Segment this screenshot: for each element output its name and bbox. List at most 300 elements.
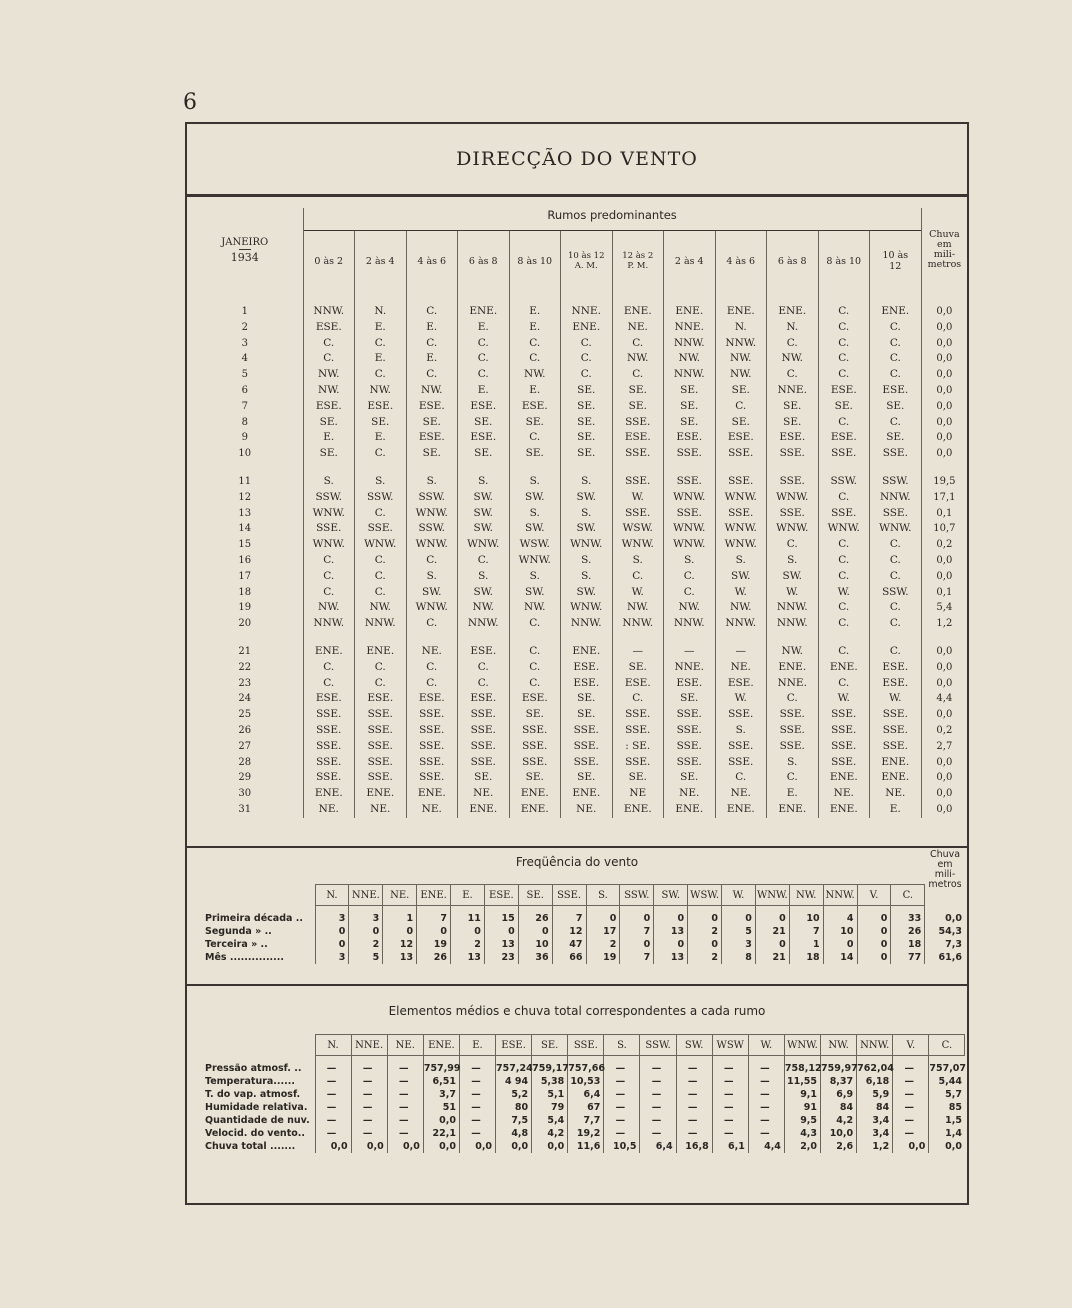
column-header: E.: [459, 1035, 495, 1056]
direction-cell: C.: [818, 415, 870, 431]
direction-cell: ENE.: [612, 802, 664, 818]
direction-cell: ENE.: [355, 786, 407, 802]
direction-cell: ENE.: [612, 304, 664, 320]
column-header: SW.: [676, 1035, 712, 1056]
direction-cell: WNW.: [458, 537, 510, 553]
direction-cell: C.: [509, 351, 561, 367]
direction-cell: SE.: [870, 430, 922, 446]
column-header: NNW.: [823, 885, 857, 906]
direction-cell: SSE.: [612, 723, 664, 739]
direction-cell: C.: [355, 569, 407, 585]
day-number: 24: [187, 691, 303, 707]
day-number: 10: [187, 446, 303, 462]
direction-cell: NW.: [509, 600, 561, 616]
hour-header: 10 às 12 A. M.: [561, 230, 613, 292]
direction-cell: SSE.: [767, 474, 819, 490]
value-cell: —: [712, 1127, 748, 1140]
direction-cell: W.: [715, 585, 767, 601]
direction-cell: NW.: [612, 351, 664, 367]
direction-cell: ESE.: [870, 660, 922, 676]
value-cell: 7: [789, 925, 823, 938]
direction-cell: NE.: [612, 320, 664, 336]
value-cell: —: [676, 1127, 712, 1140]
direction-cell: W.: [818, 585, 870, 601]
value-cell: 18: [789, 951, 823, 964]
direction-cell: SSE.: [767, 739, 819, 755]
direction-cell: SE.: [509, 770, 561, 786]
direction-cell: ENE.: [715, 304, 767, 320]
frequency-title: Freqüência do vento: [515, 855, 639, 869]
direction-cell: SSW.: [870, 585, 922, 601]
value-cell: —: [640, 1114, 676, 1127]
day-number: 11: [187, 474, 303, 490]
column-header: WNW.: [784, 1035, 820, 1056]
table-row: [187, 446, 967, 462]
value-cell: 13: [451, 951, 485, 964]
column-header: W.: [748, 1035, 784, 1056]
direction-cell: SW.: [458, 585, 510, 601]
direction-cell: SSE.: [767, 446, 819, 462]
direction-cell: C.: [406, 304, 458, 320]
row-gap: [187, 462, 967, 474]
value-cell: —: [748, 1075, 784, 1088]
direction-cell: SSE.: [715, 755, 767, 771]
direction-cell: C.: [870, 537, 922, 553]
direction-cell: C.: [818, 320, 870, 336]
value-cell: 13: [484, 938, 518, 951]
row-label: Pressão atmosf. ..: [205, 1062, 302, 1074]
value-cell: 5: [722, 925, 756, 938]
value-cell: —: [712, 1088, 748, 1101]
value-cell: 1: [383, 906, 417, 926]
value-cell: —: [712, 1101, 748, 1114]
value-cell: —: [351, 1088, 387, 1101]
value-cell: 1,5: [929, 1114, 965, 1127]
value-cell: 2: [688, 951, 722, 964]
direction-cell: NNW.: [303, 304, 355, 320]
direction-cell: NNW.: [767, 600, 819, 616]
direction-cell: C.: [870, 553, 922, 569]
value-cell: —: [604, 1101, 640, 1114]
table-row: [187, 707, 967, 723]
table-row: [187, 585, 967, 601]
hour-header: 2 às 4: [355, 230, 407, 292]
gap-cell: [664, 292, 716, 304]
direction-cell: ENE.: [818, 660, 870, 676]
value-cell: —: [315, 1114, 351, 1127]
column-header: V.: [893, 1035, 929, 1056]
direction-cell: NNW.: [355, 616, 407, 632]
table-row: [205, 1056, 965, 1076]
value-cell: 0: [620, 938, 654, 951]
direction-cell: SE.: [664, 770, 716, 786]
direction-cell: S.: [561, 553, 613, 569]
direction-cell: C.: [612, 336, 664, 352]
direction-cell: SSE.: [664, 707, 716, 723]
direction-cell: C.: [355, 336, 407, 352]
gap-cell: [612, 292, 664, 304]
direction-cell: S.: [355, 474, 407, 490]
table-row: [187, 723, 967, 739]
direction-cell: WSW.: [612, 521, 664, 537]
direction-cell: NE.: [664, 786, 716, 802]
value-cell: —: [387, 1056, 423, 1076]
direction-cell: C.: [664, 585, 716, 601]
value-cell: 17: [586, 925, 620, 938]
direction-cell: ENE.: [870, 755, 922, 771]
day-number: 29: [187, 770, 303, 786]
value-cell: —: [748, 1114, 784, 1127]
direction-cell: C.: [870, 415, 922, 431]
table-row: [205, 925, 965, 938]
direction-cell: C.: [406, 367, 458, 383]
value-cell: 5,1: [532, 1088, 568, 1101]
gap-cell: [187, 292, 303, 304]
direction-cell: SSW.: [303, 490, 355, 506]
direction-cell: NW.: [406, 383, 458, 399]
direction-cell: ESE.: [458, 399, 510, 415]
direction-cell: ENE.: [458, 802, 510, 818]
blank-header: [205, 885, 315, 906]
rain-cell: 0,2: [936, 539, 953, 551]
value-cell: 6,4: [640, 1140, 676, 1153]
gap-cell: [870, 292, 922, 304]
table-row: [205, 1075, 965, 1088]
row-gap: [187, 632, 967, 644]
value-cell: 14: [823, 951, 857, 964]
direction-cell: WNW.: [509, 553, 561, 569]
direction-cell: SSE.: [767, 723, 819, 739]
value-cell: 0: [586, 906, 620, 926]
value-cell: —: [893, 1056, 929, 1076]
direction-cell: C.: [509, 676, 561, 692]
direction-cell: SSE.: [406, 770, 458, 786]
direction-cell: C.: [406, 336, 458, 352]
direction-cell: WNW.: [561, 600, 613, 616]
direction-cell: ESE.: [561, 676, 613, 692]
direction-cell: SE.: [561, 415, 613, 431]
rain-cell: 2,7: [936, 740, 953, 752]
direction-cell: NNW.: [715, 616, 767, 632]
direction-cell: WNW.: [767, 490, 819, 506]
value-cell: 21: [755, 951, 789, 964]
table-row: [205, 1127, 965, 1140]
direction-cell: C.: [612, 569, 664, 585]
table-row: [187, 553, 967, 569]
direction-cell: WNW.: [303, 506, 355, 522]
direction-cell: C.: [303, 569, 355, 585]
rain-cell: 0,0: [936, 661, 953, 673]
direction-cell: C.: [355, 676, 407, 692]
direction-cell: SSE.: [715, 739, 767, 755]
direction-cell: N.: [355, 304, 407, 320]
value-cell: 10: [518, 938, 552, 951]
value-cell: 5,38: [532, 1075, 568, 1088]
day-number: 1: [187, 304, 303, 320]
direction-cell: WNW.: [818, 521, 870, 537]
direction-cell: NNW.: [870, 490, 922, 506]
direction-cell: SSE.: [818, 723, 870, 739]
direction-cell: C.: [406, 553, 458, 569]
day-number: 8: [187, 415, 303, 431]
direction-cell: SSE.: [303, 770, 355, 786]
value-cell: 0: [688, 906, 722, 926]
direction-cell: ESE.: [406, 430, 458, 446]
row-label: Quantidade de nuv.: [205, 1115, 310, 1126]
value-cell: 6,9: [821, 1088, 857, 1101]
value-cell: —: [640, 1127, 676, 1140]
direction-cell: W.: [870, 691, 922, 707]
day-number: 18: [187, 585, 303, 601]
direction-cell: C.: [767, 336, 819, 352]
direction-cell: C.: [561, 336, 613, 352]
direction-cell: —: [664, 644, 716, 660]
direction-cell: ENE.: [561, 320, 613, 336]
table-row: [187, 739, 967, 755]
direction-cell: ENE.: [664, 802, 716, 818]
value-cell: 4 94: [496, 1075, 532, 1088]
gap-cell: [715, 292, 767, 304]
direction-cell: C.: [818, 537, 870, 553]
value-cell: —: [604, 1127, 640, 1140]
direction-cell: N.: [767, 320, 819, 336]
elements-table: [205, 1034, 965, 1153]
value-cell: 15: [484, 906, 518, 926]
day-number: 17: [187, 569, 303, 585]
direction-cell: C.: [767, 537, 819, 553]
direction-cell: ENE.: [303, 644, 355, 660]
direction-cell: C.: [612, 691, 664, 707]
direction-cell: NW.: [715, 600, 767, 616]
divider: [187, 984, 967, 986]
rain-cell: 5,4: [936, 602, 953, 614]
rain-cell: 0,0: [936, 709, 953, 721]
value-cell: —: [748, 1101, 784, 1114]
rain-cell: 0,0: [936, 756, 953, 768]
rain-cell: 4,4: [936, 693, 953, 705]
direction-cell: C.: [818, 336, 870, 352]
gap-cell: [664, 462, 716, 474]
direction-cell: SSE.: [303, 707, 355, 723]
direction-cell: NW.: [355, 383, 407, 399]
direction-cell: C.: [818, 569, 870, 585]
value-cell: 757,07: [929, 1056, 965, 1076]
day-number: 21: [187, 644, 303, 660]
value-cell: 79: [532, 1101, 568, 1114]
direction-cell: S.: [715, 723, 767, 739]
table-row: [187, 691, 967, 707]
direction-cell: ESE.: [303, 399, 355, 415]
direction-cell: C.: [818, 490, 870, 506]
value-cell: 0: [857, 906, 891, 926]
day-number: 2: [187, 320, 303, 336]
direction-cell: WNW.: [767, 521, 819, 537]
rain-cell: 17,1: [933, 491, 956, 503]
table-row: [205, 1140, 965, 1153]
value-cell: —: [315, 1101, 351, 1114]
gap-cell: [509, 632, 561, 644]
direction-cell: C.: [406, 676, 458, 692]
value-cell: —: [315, 1056, 351, 1076]
value-cell: 5,44: [929, 1075, 965, 1088]
direction-cell: ENE.: [458, 304, 510, 320]
table-row: [187, 676, 967, 692]
direction-cell: SSE.: [612, 474, 664, 490]
value-cell: —: [712, 1075, 748, 1088]
value-cell: 0: [823, 938, 857, 951]
column-header: SE.: [518, 885, 552, 906]
table-row: [205, 1088, 965, 1101]
direction-cell: SE.: [715, 383, 767, 399]
hour-header: 6 às 8: [767, 230, 819, 292]
direction-cell: ESE.: [355, 691, 407, 707]
value-cell: 1: [789, 938, 823, 951]
direction-cell: C.: [870, 320, 922, 336]
value-cell: 0: [857, 951, 891, 964]
direction-cell: SW.: [458, 490, 510, 506]
table-row: [187, 474, 967, 490]
gap-cell: [458, 632, 510, 644]
direction-cell: S.: [664, 553, 716, 569]
value-cell: 7: [417, 906, 451, 926]
value-cell: —: [893, 1101, 929, 1114]
column-header: SE.: [532, 1035, 568, 1056]
column-header: SW.: [654, 885, 688, 906]
value-cell: 0: [755, 938, 789, 951]
direction-cell: ESE.: [355, 399, 407, 415]
direction-cell: SW.: [458, 521, 510, 537]
direction-cell: WNW.: [406, 600, 458, 616]
direction-cell: SE.: [561, 430, 613, 446]
direction-cell: NNW.: [612, 616, 664, 632]
gap-cell: [870, 462, 922, 474]
column-header: ESE.: [484, 885, 518, 906]
hour-header: 8 às 10: [818, 230, 870, 292]
rain-cell: 0,0: [936, 384, 953, 396]
value-cell: 2,6: [821, 1140, 857, 1153]
value-cell: 13: [383, 951, 417, 964]
rain-cell: 0,0: [936, 416, 953, 428]
table-row: [187, 490, 967, 506]
direction-cell: W.: [818, 691, 870, 707]
rain-cell: 10,7: [933, 523, 956, 535]
value-cell: 51: [423, 1101, 459, 1114]
direction-cell: ESE.: [664, 430, 716, 446]
page-number: 6: [183, 90, 197, 115]
direction-cell: C.: [870, 336, 922, 352]
column-header: N.: [315, 1035, 351, 1056]
month-header: JANEIRO 1934: [187, 208, 303, 292]
value-cell: 5,9: [857, 1088, 893, 1101]
column-header: S.: [604, 1035, 640, 1056]
direction-cell: SSE.: [664, 446, 716, 462]
gap-cell: [767, 632, 819, 644]
column-header: SSE.: [568, 1035, 604, 1056]
value-cell: —: [387, 1101, 423, 1114]
value-cell: 2: [586, 938, 620, 951]
value-cell: 7: [620, 951, 654, 964]
direction-cell: SSE.: [458, 755, 510, 771]
value-cell: 3: [315, 906, 349, 926]
column-header: NW.: [821, 1035, 857, 1056]
value-cell: 26: [417, 951, 451, 964]
gap-cell: [561, 292, 613, 304]
direction-cell: C.: [561, 367, 613, 383]
day-number: 19: [187, 600, 303, 616]
table-row: [187, 770, 967, 786]
gap-cell: [509, 292, 561, 304]
direction-cell: ESE.: [664, 676, 716, 692]
direction-cell: C.: [870, 569, 922, 585]
day-number: 20: [187, 616, 303, 632]
direction-cell: S.: [406, 474, 458, 490]
value-cell: 757,66: [568, 1056, 604, 1076]
value-cell: 0,0: [496, 1140, 532, 1153]
direction-cell: S.: [458, 569, 510, 585]
group-title: Rumos predominantes: [303, 208, 921, 230]
direction-cell: S.: [612, 553, 664, 569]
direction-cell: SE.: [561, 770, 613, 786]
value-cell: 0: [451, 925, 485, 938]
gap-cell: [767, 462, 819, 474]
direction-cell: NNE.: [561, 304, 613, 320]
direction-cell: C.: [818, 676, 870, 692]
value-cell: 4,2: [532, 1127, 568, 1140]
direction-cell: S.: [767, 755, 819, 771]
direction-cell: SW.: [509, 490, 561, 506]
direction-cell: SSW.: [818, 474, 870, 490]
direction-cell: C.: [458, 660, 510, 676]
table-row: [187, 430, 967, 446]
direction-cell: SSE.: [303, 755, 355, 771]
value-cell: 4: [823, 906, 857, 926]
direction-cell: WNW.: [715, 537, 767, 553]
value-cell: 23: [484, 951, 518, 964]
direction-cell: ESE.: [818, 383, 870, 399]
hour-header: 4 às 6: [715, 230, 767, 292]
direction-cell: SSE.: [664, 755, 716, 771]
value-cell: —: [604, 1088, 640, 1101]
table-row: [205, 951, 965, 964]
day-number: 22: [187, 660, 303, 676]
direction-cell: SE.: [767, 399, 819, 415]
direction-cell: NE.: [715, 786, 767, 802]
gap-cell: [921, 292, 967, 304]
direction-cell: SSE.: [664, 739, 716, 755]
table-row: [187, 383, 967, 399]
direction-cell: C.: [303, 351, 355, 367]
direction-cell: ENE.: [406, 786, 458, 802]
direction-cell: SW.: [767, 569, 819, 585]
gap-cell: [355, 292, 407, 304]
direction-cell: C.: [818, 644, 870, 660]
column-header: W.: [722, 885, 756, 906]
direction-cell: WNW.: [715, 490, 767, 506]
direction-cell: SE.: [561, 707, 613, 723]
rain-cell: 1,2: [936, 618, 953, 630]
value-cell: 10,53: [568, 1075, 604, 1088]
value-cell: 6,18: [857, 1075, 893, 1088]
direction-cell: ENE.: [509, 786, 561, 802]
gap-cell: [303, 292, 355, 304]
direction-cell: WNW.: [406, 506, 458, 522]
direction-cell: SSW.: [870, 474, 922, 490]
direction-cell: ESE.: [870, 676, 922, 692]
day-number: 5: [187, 367, 303, 383]
direction-cell: C.: [303, 336, 355, 352]
value-cell: —: [351, 1114, 387, 1127]
direction-cell: NE: [612, 786, 664, 802]
